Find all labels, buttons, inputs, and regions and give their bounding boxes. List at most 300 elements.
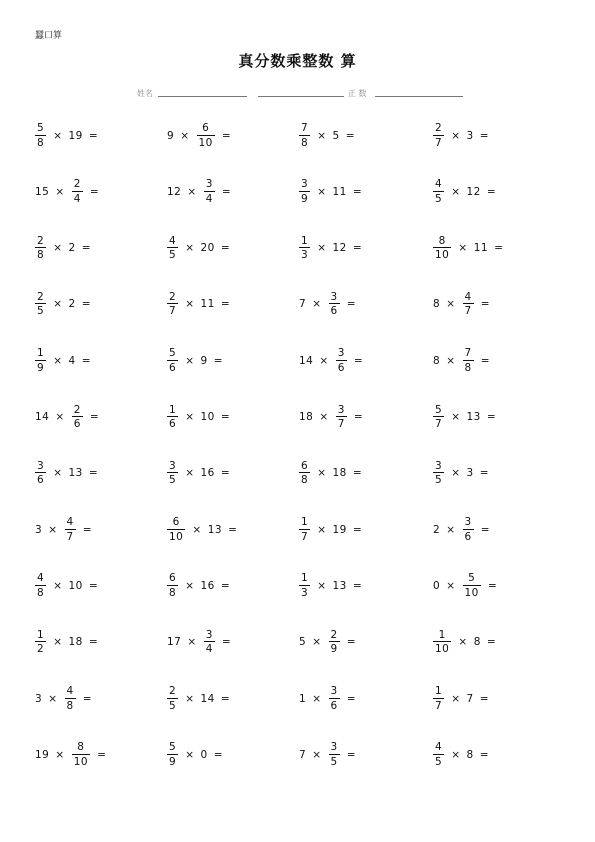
- fraction: [336, 405, 347, 430]
- denominator: 2: [37, 643, 45, 656]
- worksheet-tag: 蠶口算: [35, 31, 63, 41]
- fraction: [433, 179, 444, 204]
- fraction: [336, 348, 347, 373]
- times-sign: ×: [48, 692, 58, 705]
- numerator: 3: [330, 685, 338, 697]
- equals-sign: =: [97, 748, 107, 761]
- times-sign: ×: [53, 298, 63, 311]
- numerator: 5: [169, 741, 177, 754]
- whole-number: 5: [332, 129, 340, 142]
- denominator: 7: [435, 418, 443, 430]
- equals-sign: =: [352, 579, 363, 592]
- equals-sign: =: [346, 692, 356, 705]
- times-sign: ×: [185, 692, 195, 705]
- problem: [167, 348, 226, 373]
- times-sign: ×: [451, 129, 461, 142]
- problem: [299, 236, 365, 261]
- whole-number: 18: [332, 467, 347, 480]
- numerator: 2: [73, 403, 81, 416]
- whole-number: 4: [68, 354, 76, 367]
- denominator: 5: [169, 249, 177, 262]
- fraction: [204, 179, 215, 204]
- numerator: 5: [468, 572, 476, 585]
- problem: [35, 517, 95, 542]
- fraction: [299, 517, 310, 542]
- whole-number: 12: [167, 185, 182, 198]
- fraction: [299, 123, 310, 148]
- whole-number: 0: [200, 748, 208, 761]
- times-sign: ×: [185, 467, 195, 480]
- denominator: 5: [37, 305, 45, 318]
- denominator: 6: [73, 418, 81, 430]
- fraction: [35, 461, 46, 486]
- whole-number: 8: [466, 748, 474, 761]
- fraction: [167, 461, 178, 486]
- numerator: 4: [435, 178, 443, 191]
- problem: [433, 123, 492, 148]
- equals-sign: =: [89, 185, 100, 198]
- times-sign: ×: [319, 354, 329, 367]
- denominator: 6: [37, 474, 45, 487]
- fraction: [463, 348, 474, 373]
- fraction: [299, 179, 310, 204]
- problem: [299, 405, 366, 430]
- numerator: 1: [435, 685, 443, 697]
- equals-sign: =: [479, 748, 489, 761]
- equals-sign: =: [88, 579, 99, 592]
- fraction: [433, 630, 451, 655]
- problem: [433, 742, 492, 767]
- times-sign: ×: [317, 185, 327, 198]
- denominator: 3: [301, 586, 309, 599]
- denominator: 10: [464, 586, 479, 599]
- whole-number: 8: [473, 636, 481, 649]
- equals-sign: =: [479, 467, 489, 480]
- equals-sign: =: [353, 411, 364, 423]
- denominator: 6: [169, 418, 177, 430]
- numerator: 4: [464, 290, 472, 303]
- denominator: 8: [301, 474, 309, 487]
- equals-sign: =: [486, 636, 497, 649]
- whole-number: 18: [68, 636, 83, 649]
- whole-number: 7: [299, 748, 307, 761]
- whole-number: 13: [332, 579, 347, 592]
- times-sign: ×: [317, 523, 327, 536]
- whole-number: 13: [68, 467, 83, 480]
- denominator: 7: [66, 530, 74, 543]
- numerator: 2: [435, 122, 443, 134]
- fraction: [35, 630, 46, 655]
- fraction: [167, 573, 178, 598]
- name-line[interactable]: [158, 96, 247, 97]
- fraction: [329, 292, 340, 317]
- times-sign: ×: [187, 636, 197, 649]
- whole-number: 7: [299, 298, 307, 311]
- whole-number: 18: [299, 411, 314, 423]
- problem: [35, 686, 95, 711]
- times-sign: ×: [53, 354, 63, 367]
- numerator: 3: [37, 459, 45, 472]
- times-sign: ×: [451, 467, 461, 480]
- whole-number: 15: [35, 185, 50, 198]
- denominator: 10: [435, 249, 450, 262]
- numerator: 3: [435, 459, 443, 472]
- problem: [299, 742, 359, 767]
- equals-sign: =: [81, 242, 91, 255]
- fraction: [463, 517, 474, 542]
- problem: [167, 686, 233, 711]
- fraction: [72, 179, 83, 204]
- times-sign: ×: [458, 636, 468, 649]
- equals-sign: =: [81, 354, 91, 367]
- equals-sign: =: [352, 242, 363, 255]
- times-sign: ×: [451, 411, 461, 423]
- equals-sign: =: [221, 129, 232, 142]
- equals-sign: =: [352, 185, 363, 198]
- fraction: [329, 630, 340, 655]
- whole-number: 14: [35, 411, 50, 423]
- numerator: 7: [301, 122, 309, 134]
- denominator: 6: [464, 530, 472, 543]
- problem: [433, 292, 493, 317]
- numerator: 1: [301, 572, 309, 585]
- whole-number: 3: [466, 467, 474, 480]
- times-sign: ×: [53, 242, 63, 255]
- times-sign: ×: [317, 467, 327, 480]
- numerator: 1: [37, 347, 45, 360]
- denominator: 9: [301, 192, 309, 205]
- numerator: 1: [169, 403, 177, 416]
- equals-sign: =: [82, 523, 92, 536]
- whole-number: 8: [433, 298, 441, 311]
- times-sign: ×: [317, 242, 327, 255]
- equals-sign: =: [486, 411, 497, 423]
- problem: [35, 348, 94, 373]
- whole-number: 12: [466, 185, 481, 198]
- fraction: [299, 461, 310, 486]
- whole-number: 2: [68, 298, 76, 311]
- equals-sign: =: [346, 636, 356, 649]
- numerator: 4: [37, 572, 45, 585]
- denominator: 7: [337, 418, 345, 430]
- whole-number: 11: [332, 185, 347, 198]
- problem: [167, 123, 234, 148]
- whole-number: 3: [35, 692, 43, 705]
- numerator: 1: [37, 628, 45, 641]
- numerator: 3: [464, 516, 472, 529]
- fraction: [35, 348, 46, 373]
- equals-sign: =: [221, 185, 232, 198]
- equals-sign: =: [353, 354, 364, 367]
- times-sign: ×: [446, 523, 456, 536]
- times-sign: ×: [451, 748, 461, 761]
- problem: [299, 461, 365, 486]
- fraction: [35, 292, 46, 317]
- whole-number: 16: [200, 467, 215, 480]
- denominator: 4: [205, 643, 213, 656]
- fraction: [299, 236, 310, 261]
- problem: [167, 630, 234, 655]
- times-sign: ×: [185, 579, 195, 592]
- equals-sign: =: [213, 354, 223, 367]
- times-sign: ×: [185, 242, 195, 255]
- whole-number: 2: [68, 242, 76, 255]
- denominator: 10: [435, 643, 450, 656]
- denominator: 6: [330, 305, 338, 318]
- equals-sign: =: [81, 298, 91, 311]
- denominator: 6: [169, 361, 177, 374]
- denominator: 7: [435, 136, 443, 149]
- numerator: 2: [169, 685, 177, 697]
- numerator: 7: [464, 347, 472, 360]
- numerator: 6: [202, 122, 210, 134]
- equals-sign: =: [221, 636, 232, 649]
- equals-sign: =: [480, 354, 490, 367]
- times-sign: ×: [55, 185, 65, 198]
- numerator: 3: [205, 628, 213, 641]
- whole-number: 5: [299, 636, 307, 649]
- denominator: 4: [205, 192, 213, 205]
- denominator: 6: [337, 361, 345, 374]
- numerator: 2: [73, 178, 81, 191]
- whole-number: 13: [466, 411, 481, 423]
- whole-number: 11: [200, 298, 215, 311]
- whole-number: 3: [466, 129, 474, 142]
- fraction: [167, 405, 178, 430]
- whole-number: 0: [433, 579, 441, 592]
- numerator: 8: [438, 234, 446, 247]
- whole-number: 1: [299, 692, 307, 705]
- fraction: [167, 236, 178, 261]
- denominator: 7: [169, 305, 177, 318]
- denominator: 9: [169, 755, 177, 768]
- equals-sign: =: [486, 185, 497, 198]
- fraction: [72, 405, 83, 430]
- numerator: 8: [77, 741, 85, 754]
- fraction: [65, 517, 76, 542]
- numerator: 2: [330, 628, 338, 641]
- denominator: 7: [464, 305, 472, 318]
- denominator: 8: [464, 361, 472, 374]
- whole-number: 10: [200, 411, 215, 423]
- equals-sign: =: [82, 692, 92, 705]
- problem: [299, 517, 365, 542]
- denominator: 5: [435, 755, 443, 768]
- times-sign: ×: [451, 185, 461, 198]
- whole-number: 10: [68, 579, 83, 592]
- fraction: [167, 742, 178, 767]
- numerator: 3: [205, 178, 213, 191]
- numerator: 3: [330, 290, 338, 303]
- whole-number: 19: [35, 748, 50, 761]
- denominator: 5: [435, 192, 443, 205]
- problem: [35, 573, 101, 598]
- times-sign: ×: [53, 129, 63, 142]
- denominator: 5: [330, 755, 338, 768]
- numerator: 1: [301, 234, 309, 247]
- whole-number: 3: [35, 523, 43, 536]
- whole-number: 9: [200, 354, 208, 367]
- times-sign: ×: [187, 185, 197, 198]
- equals-sign: =: [220, 579, 231, 592]
- problem: [167, 236, 233, 261]
- fraction: [167, 348, 178, 373]
- fraction: [167, 686, 178, 711]
- denominator: 5: [169, 699, 177, 712]
- fraction: [167, 517, 185, 542]
- problem: [167, 292, 233, 317]
- fraction: [329, 742, 340, 767]
- fraction: [329, 686, 340, 711]
- denominator: 4: [73, 192, 81, 205]
- whole-number: 19: [332, 523, 347, 536]
- denominator: 8: [37, 136, 45, 149]
- fraction: [463, 573, 481, 598]
- problem: [299, 123, 358, 148]
- fraction: [433, 405, 444, 430]
- problem: [299, 573, 365, 598]
- problem: [433, 517, 493, 542]
- times-sign: ×: [192, 523, 202, 536]
- fraction: [197, 123, 215, 148]
- times-sign: ×: [446, 354, 456, 367]
- problem: [433, 573, 500, 598]
- times-sign: ×: [319, 411, 329, 423]
- numerator: 3: [337, 403, 345, 416]
- fraction: [35, 123, 46, 148]
- times-sign: ×: [185, 748, 195, 761]
- denominator: 8: [37, 586, 45, 599]
- fraction: [433, 742, 444, 767]
- problem: [167, 742, 226, 767]
- equals-sign: =: [352, 523, 363, 536]
- equals-sign: =: [220, 242, 231, 255]
- numerator: 4: [169, 234, 177, 247]
- times-sign: ×: [312, 636, 322, 649]
- problem: [35, 179, 102, 204]
- equals-sign: =: [220, 692, 231, 705]
- problem: [35, 292, 94, 317]
- fraction: [433, 123, 444, 148]
- equals-sign: =: [228, 523, 238, 536]
- problem: [167, 573, 233, 598]
- numerator: 4: [435, 741, 443, 754]
- fraction: [433, 236, 451, 261]
- denominator: 7: [435, 699, 443, 712]
- equals-sign: =: [213, 748, 223, 761]
- times-sign: ×: [446, 579, 456, 592]
- times-sign: ×: [53, 467, 63, 480]
- numerator: 3: [169, 459, 177, 472]
- blank-line[interactable]: [258, 96, 344, 97]
- times-sign: ×: [185, 411, 195, 423]
- problem: [299, 686, 359, 711]
- problem: [433, 630, 499, 655]
- denominator: 7: [301, 530, 309, 543]
- problem: [35, 405, 102, 430]
- numerator: 4: [66, 516, 74, 529]
- times-sign: ×: [458, 242, 468, 255]
- numerator: 2: [169, 290, 177, 303]
- problem: [433, 236, 506, 261]
- times-sign: ×: [55, 748, 65, 761]
- problem: [433, 405, 499, 430]
- equals-sign: =: [88, 467, 99, 480]
- problem: [35, 742, 109, 767]
- correct-count-label: 正 数: [348, 89, 367, 98]
- equals-sign: =: [88, 129, 99, 142]
- whole-number: 16: [200, 579, 215, 592]
- denominator: 10: [198, 136, 213, 149]
- fraction: [35, 236, 46, 261]
- page-title: 真分数乘整数 算: [238, 52, 357, 70]
- numerator: 5: [435, 403, 443, 416]
- times-sign: ×: [312, 298, 322, 311]
- numerator: 6: [301, 459, 309, 472]
- whole-number: 17: [167, 636, 182, 649]
- problem: [35, 123, 101, 148]
- denominator: 8: [301, 136, 309, 149]
- times-sign: ×: [185, 298, 195, 311]
- equals-sign: =: [220, 298, 231, 311]
- whole-number: 2: [433, 523, 441, 536]
- problem: [35, 236, 94, 261]
- denominator: 10: [169, 530, 184, 543]
- numerator: 2: [37, 290, 45, 303]
- fraction: [167, 292, 178, 317]
- numerator: 5: [37, 122, 45, 134]
- numerator: 1: [438, 628, 446, 641]
- denominator: 8: [169, 586, 177, 599]
- whole-number: 12: [332, 242, 347, 255]
- denominator: 8: [66, 699, 74, 712]
- numerator: 3: [330, 741, 338, 754]
- whole-number: 7: [466, 692, 474, 705]
- numerator: 4: [66, 685, 74, 697]
- denominator: 3: [301, 249, 309, 262]
- whole-number: 14: [299, 354, 314, 367]
- times-sign: ×: [451, 692, 461, 705]
- equals-sign: =: [346, 748, 356, 761]
- whole-number: 11: [473, 242, 489, 255]
- correct-count-line[interactable]: [375, 96, 463, 97]
- fraction: [299, 573, 310, 598]
- denominator: 5: [435, 474, 443, 487]
- problem: [299, 630, 359, 655]
- times-sign: ×: [312, 692, 322, 705]
- numerator: 2: [37, 234, 45, 247]
- equals-sign: =: [480, 298, 490, 311]
- equals-sign: =: [479, 692, 489, 705]
- times-sign: ×: [185, 354, 195, 367]
- times-sign: ×: [446, 298, 456, 311]
- numerator: 6: [169, 572, 177, 585]
- equals-sign: =: [479, 129, 489, 142]
- problem: [299, 179, 365, 204]
- problem: [299, 348, 366, 373]
- times-sign: ×: [48, 523, 58, 536]
- whole-number: 19: [68, 129, 83, 142]
- equals-sign: =: [220, 467, 231, 480]
- whole-number: 20: [200, 242, 215, 255]
- problem: [35, 630, 101, 655]
- equals-sign: =: [220, 411, 231, 423]
- problem: [299, 292, 359, 317]
- times-sign: ×: [55, 411, 65, 423]
- fraction: [463, 292, 474, 317]
- fraction: [433, 461, 444, 486]
- problem: [433, 686, 492, 711]
